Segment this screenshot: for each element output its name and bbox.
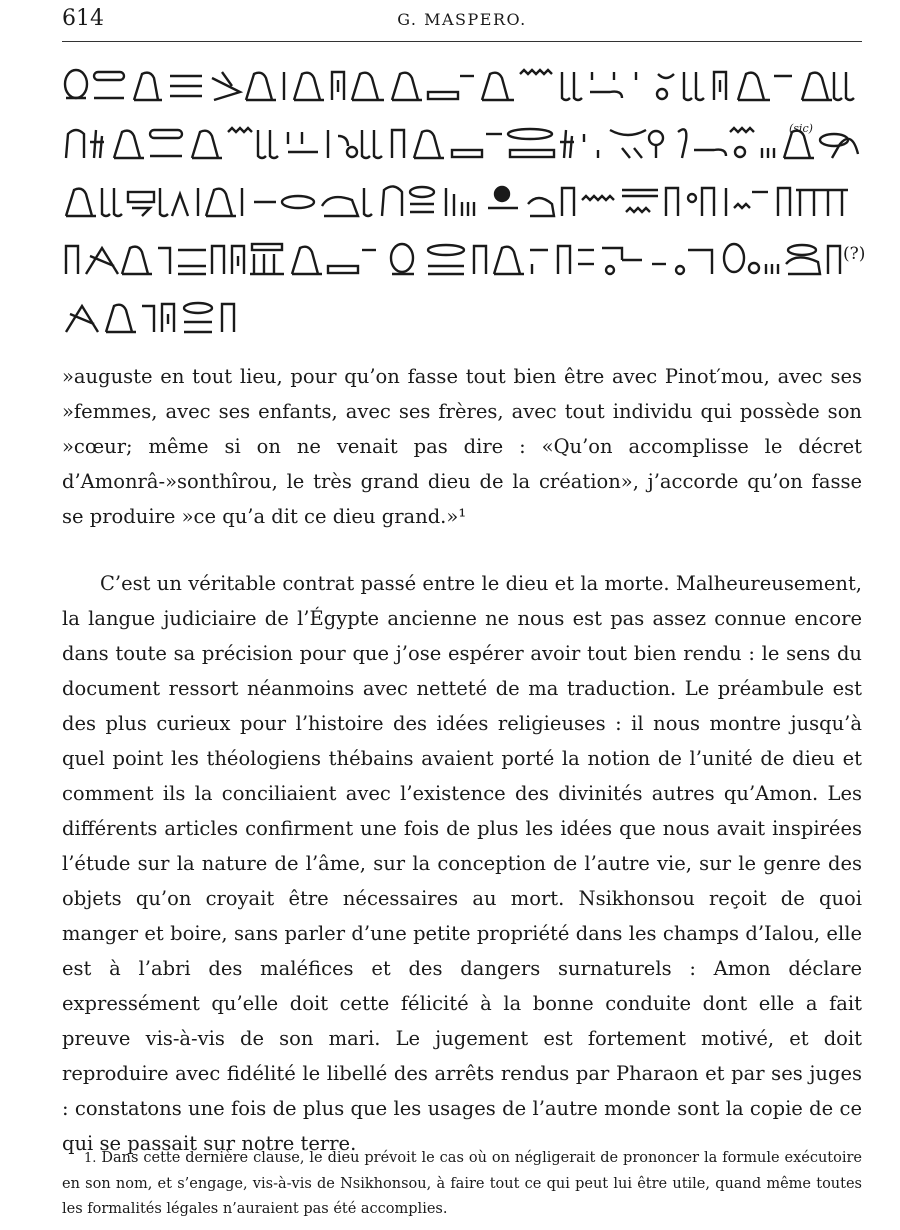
paragraph-commentary: C’est un véritable contrat passé entre le dieu et la morte. Malheureusement, la langue judiciaire de l’Égypte ancienne ne nous est pas assez connue encore dans toute sa précision pour que j’ose espérer avoir tout bien rendu : le sens du document ressort néanmoins avec netteté de ma traduction. Le préambule est des plus curieux pour l’histoire des idées religieuses : il nous montre jusqu’à quel point les théologiens thébains avaient porté la notion de l’unité de dieu et comment ils la conciliaient avec l’existence des divinités autres qu’Amon. Les différents articles confirment une fois de plus les idées que nous avait inspirées l’étude sur la nature de l’âme, sur la conception de l’autre vie, sur le genre des objets qu’on croyait être nécessaires au mort. Nsikhonsou reçoit de quoi manger et boire, sans parler d’une petite propriété dans les champs d’Ialou, elle est à l’abri des maléfices et des dangers surnaturels : Amon déclare expressément qu’elle doit cette félicité à la bonne conduite dont elle a fait preuve vis-à-vis de son mari. Le jugement est fortement motivé, et doit reproduire avec fidélité le libellé des arrêts rendus par Pharaon et par ses juges : constatons une fois de plus que les usages de l’autre monde sont la copie de ce qui se passait sur notre terre. [62, 572, 862, 1155]
hieroglyph-line-3 [62, 178, 862, 236]
hieroglyphic-text [62, 62, 866, 352]
footnote-text: Dans cette dernière clause, le dieu prévoit le cas où on négligerait de prononcer la formule exécutoire en son nom, et s’engage, vis-à-vis de Nsikhonsou, à faire tout ce qui peut lui être utile, quand même toutes les formalités légales n’auraient pas été accomplies. [62, 1150, 863, 1217]
hieroglyph-line-1 [62, 62, 862, 120]
hieroglyph-line-5 [62, 294, 862, 352]
running-head: G. MASPERO. [397, 10, 527, 29]
sic-annotation: (sic) [789, 122, 813, 135]
uncertain-mark: (?) [843, 244, 866, 264]
hieroglyph-line-3-glyphs [62, 178, 862, 236]
footnote [62, 1146, 862, 1223]
hieroglyph-line-2 [62, 120, 862, 178]
page-header [62, 6, 862, 36]
paragraph-quotation: »auguste en tout lieu, pour qu’on fasse tout bien être avec Pinot′mou, avec ses »femmes, avec ses enfants, avec ses frères, avec tout individu qui possède son »cœur; même si on ne venait pas dire : «Qu’on accomplisse le décret d’Amonrâ-»sonthîrou, le très grand dieu de la création», j’accorde qu’on fasse se produire »ce qu’a dit ce dieu grand.»¹ [62, 365, 862, 528]
hieroglyph-line-1-glyphs [62, 62, 862, 120]
hieroglyph-line-4 [62, 236, 866, 294]
hieroglyph-line-5-glyphs [62, 294, 862, 352]
page-number: 614 [62, 6, 104, 31]
hieroglyph-line-2-glyphs [62, 120, 862, 178]
hieroglyph-line-4-glyphs [62, 236, 862, 294]
footnote-number: 1. [84, 1151, 97, 1166]
header-rule [62, 41, 862, 42]
